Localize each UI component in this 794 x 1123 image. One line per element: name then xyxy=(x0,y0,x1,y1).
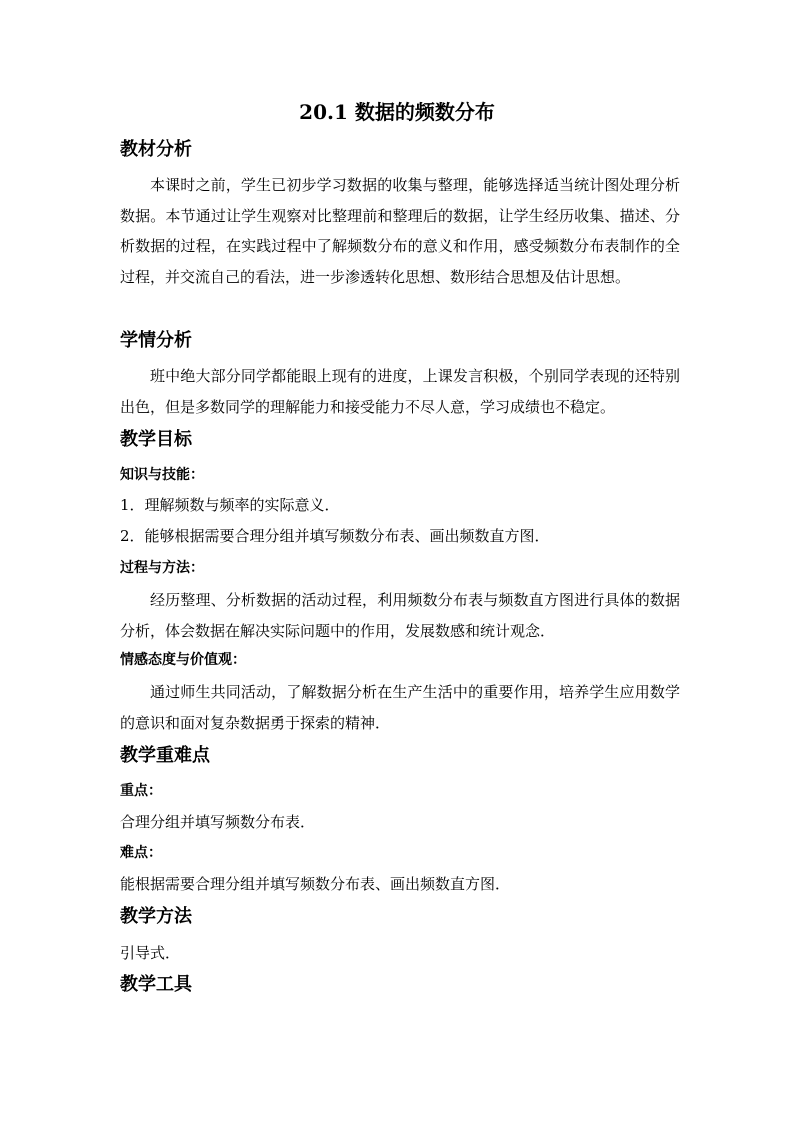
heading-student-analysis: 学情分析 xyxy=(120,330,192,351)
key-point-text: 合理分组并填写频数分布表． xyxy=(120,813,316,831)
process-method-label: 过程与方法： xyxy=(120,560,204,576)
heading-teaching-method: 教学方法 xyxy=(120,906,192,927)
knowledge-item-2: 2．能够根据需要合理分组并填写频数分布表、画出频数直方图． xyxy=(120,527,550,545)
knowledge-skills-label: 知识与技能： xyxy=(120,467,204,483)
heading-teaching-tools: 教学工具 xyxy=(120,974,192,995)
material-analysis-paragraph: 本课时之前，学生已初步学习数据的收集与整理，能够选择适当统计图处理分析数据。本节通过让学生观察对比整理前和整理后的数据，让学生经历收集、描述、分析数据的过程，在实践过程中了解频数分布的意义和作用，感受频数分布表制作的全过程，并交流自己的看法，进一步渗透转化思想、数形结合思想及估计思想。 xyxy=(120,176,680,286)
difficult-point-text: 能根据需要合理分组并填写频数分布表、画出频数直方图． xyxy=(120,875,511,893)
heading-material-analysis: 教材分析 xyxy=(120,139,192,160)
page-title: 20.1 数据的频数分布 xyxy=(299,100,495,124)
student-analysis-paragraph: 班中绝大部分同学都能眼上现有的进度，上课发言积极，个别同学表现的还特别出色，但是多数同学的理解能力和接受能力不尽人意，学习成绩也不稳定。 xyxy=(120,367,680,416)
teaching-method-text: 引导式． xyxy=(120,944,181,962)
knowledge-item-1: 1．理解频数与频率的实际意义． xyxy=(120,496,340,514)
difficult-point-label: 难点： xyxy=(120,845,162,861)
emotion-values-paragraph: 通过师生共同活动，了解数据分析在生产生活中的重要作用，培养学生应用数学的意识和面对复杂数据勇于探索的精神． xyxy=(120,683,680,732)
heading-teaching-goals: 教学目标 xyxy=(120,429,192,450)
heading-key-difficult-points: 教学重难点 xyxy=(120,745,210,766)
key-point-label: 重点： xyxy=(120,783,162,799)
emotion-values-label: 情感态度与价值观： xyxy=(120,652,246,668)
process-method-paragraph: 经历整理、分析数据的活动过程，利用频数分布表与频数直方图进行具体的数据分析，体会数据在解决实际问题中的作用，发展数感和统计观念． xyxy=(120,591,680,640)
